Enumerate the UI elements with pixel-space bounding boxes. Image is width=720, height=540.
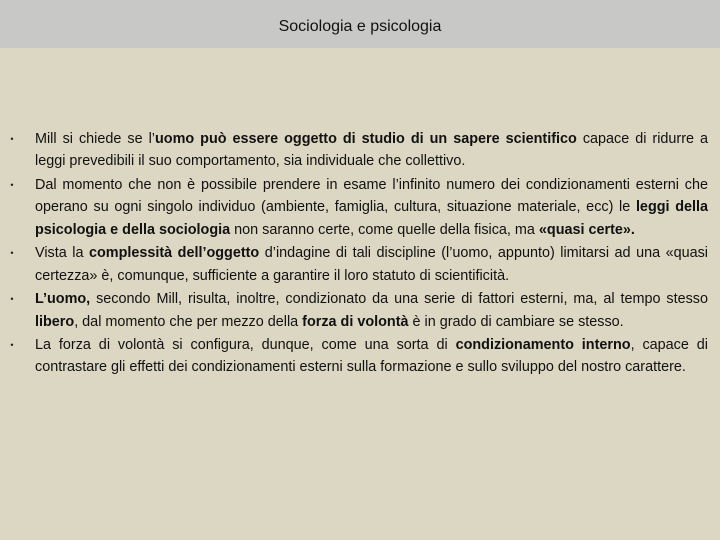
bullet-dot-icon: •: [10, 179, 14, 190]
bullet-dot-icon: •: [10, 134, 14, 144]
bullet-item: [0, 174, 720, 241]
bullet-text: Vista la: [35, 245, 89, 262]
bullet-dot-icon: •: [10, 340, 14, 351]
bullet-text: d’indagine di tali discipline (l’uomo, appunto) limitarsi ad una «quasi certezza» è, comunque, sufficiente a garantire il loro statuto di scientificità.: [35, 245, 709, 284]
bullet-item: [0, 334, 720, 379]
slide-content: [0, 128, 720, 380]
bullet-list: [0, 128, 720, 379]
bullet-text: capace di ridurre a leggi prevedibili il suo comportamento, sia individuale che collettivo.: [35, 131, 709, 170]
bullet-text: non saranno certe, come quelle della fisica, ma: [230, 221, 539, 238]
bullet-dot-icon: •: [10, 248, 14, 259]
title-bar: [0, 0, 720, 48]
bullet-text: , dal momento che per mezzo della: [74, 313, 303, 330]
bullet-text: Mill si chiede se l’: [35, 131, 155, 147]
bullet-text: è in grado di cambiare se stesso.: [408, 313, 624, 330]
bullet-text-bold: «quasi certe».: [538, 221, 635, 238]
bullet-item: [0, 128, 720, 173]
bullet-text: Dal momento che non è possibile prendere in esame l’infinito numero dei condizionamenti esterni che operano su ogni singolo individuo (ambiente, famiglia, cultura, situazione materiale, ecc) le: [35, 176, 708, 216]
bullet-text: secondo Mill, risulta, inoltre, condizionato da una serie di fattori esterni, ma, al tempo stesso: [90, 291, 708, 308]
bullet-text-bold: libero: [35, 313, 75, 330]
slide-title: Sociologia e psicologia: [278, 18, 442, 35]
bullet-text-bold: leggi della psicologia e della sociologia: [35, 199, 708, 238]
bullet-dot-icon: •: [10, 294, 14, 305]
bullet-text-bold: complessità dell’oggetto: [88, 245, 260, 262]
bullet-text-bold: L’uomo,: [35, 291, 91, 308]
bullet-item: [0, 288, 720, 333]
bullet-text-bold: forza di volontà: [302, 313, 409, 330]
bullet-text: La forza di volontà si configura, dunque, come una sorta di: [35, 337, 456, 354]
bullet-text-bold: condizionamento interno: [455, 337, 631, 354]
bullet-text-bold: uomo può essere oggetto di studio di un sapere scientifico: [154, 131, 577, 147]
bullet-item: [0, 242, 720, 287]
bullet-text: , capace di contrastare gli effetti dei condizionamenti esterni sulla formazione e sullo sviluppo del nostro carattere.: [35, 337, 708, 376]
